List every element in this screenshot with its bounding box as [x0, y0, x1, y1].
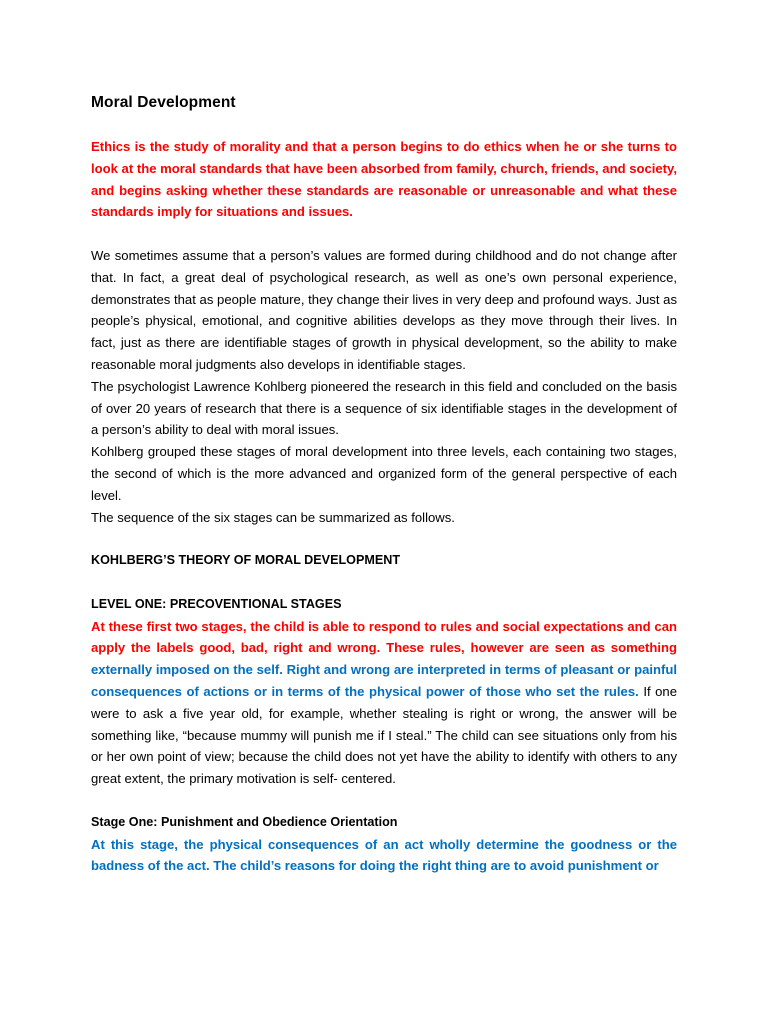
- level-one-body-text: If one were to ask a five year old, for example, whether stealing is right or wrong, the answer will be something like, “because mummy will punish me if I steal.” The child can see situations only from his or her own point of view; because the child does not yet have the ability to identify with others to any great extent, the primary motivation is self- centered.: [91, 683, 677, 787]
- document-page: [91, 90, 677, 877]
- document-title: Moral Development: [91, 94, 236, 111]
- spacer: [91, 572, 677, 594]
- stage-one-heading: Stage One: Punishment and Obedience Orientation: [91, 814, 398, 829]
- spacer: [91, 223, 677, 245]
- level-one-blue-text: externally imposed on the self. Right and wrong are interpreted in terms of pleasant or painful consequences of actions or in terms of the physical power of those who set the rules.: [91, 662, 677, 699]
- intro-paragraph: Ethics is the study of morality and that a person begins to do ethics when he or she turns to look at the moral standards that have been absorbed from family, church, friends, and society, and begins asking whether these standards are reasonable or unreasonable and what these standards imply for situations and issues.: [91, 139, 677, 220]
- body-paragraph-4: The sequence of the six stages can be summarized as follows.: [91, 509, 455, 525]
- level-one-red-text: At these first two stages, the child is able to respond to rules and social expectations and can apply the labels good, bad, right and wrong. These rules, however are seen as something: [91, 618, 677, 656]
- spacer: [91, 528, 677, 550]
- spacer: [91, 790, 677, 812]
- body-paragraph-2: The psychologist Lawrence Kohlberg pioneered the research in this field and concluded on the basis of over 20 years of research that there is a sequence of six identifiable stages in the development of a person’s ability to deal with moral issues.: [91, 378, 677, 438]
- body-paragraph-1: We sometimes assume that a person’s values are formed during childhood and do not change after that. In fact, a great deal of psychological research, as well as one’s own personal experience, demonstrates that as people mature, they change their lives in very deep and profound ways. Just as people’s physical, emotional, and cognitive abilities develops as they move through their lives. In fact, just as there are identifiable stages of growth in physical development, so the ability to make reasonable moral judgments also develops in identifiable stages.: [91, 247, 677, 372]
- body-paragraph-3: Kohlberg grouped these stages of moral development into three levels, each containing two stages, the second of which is the more advanced and organized form of the general perspective of each level.: [91, 444, 677, 503]
- level-one-heading: LEVEL ONE: PRECOVENTIONAL STAGES: [91, 596, 342, 611]
- level-one-paragraph: [91, 616, 677, 790]
- stage-one-paragraph: At this stage, the physical consequences of an act wholly determine the goodness or the badness of the act. The child’s reasons for doing the right thing are to avoid punishment or: [91, 836, 677, 874]
- theory-heading: KOHLBERG’S THEORY OF MORAL DEVELOPMENT: [91, 553, 401, 568]
